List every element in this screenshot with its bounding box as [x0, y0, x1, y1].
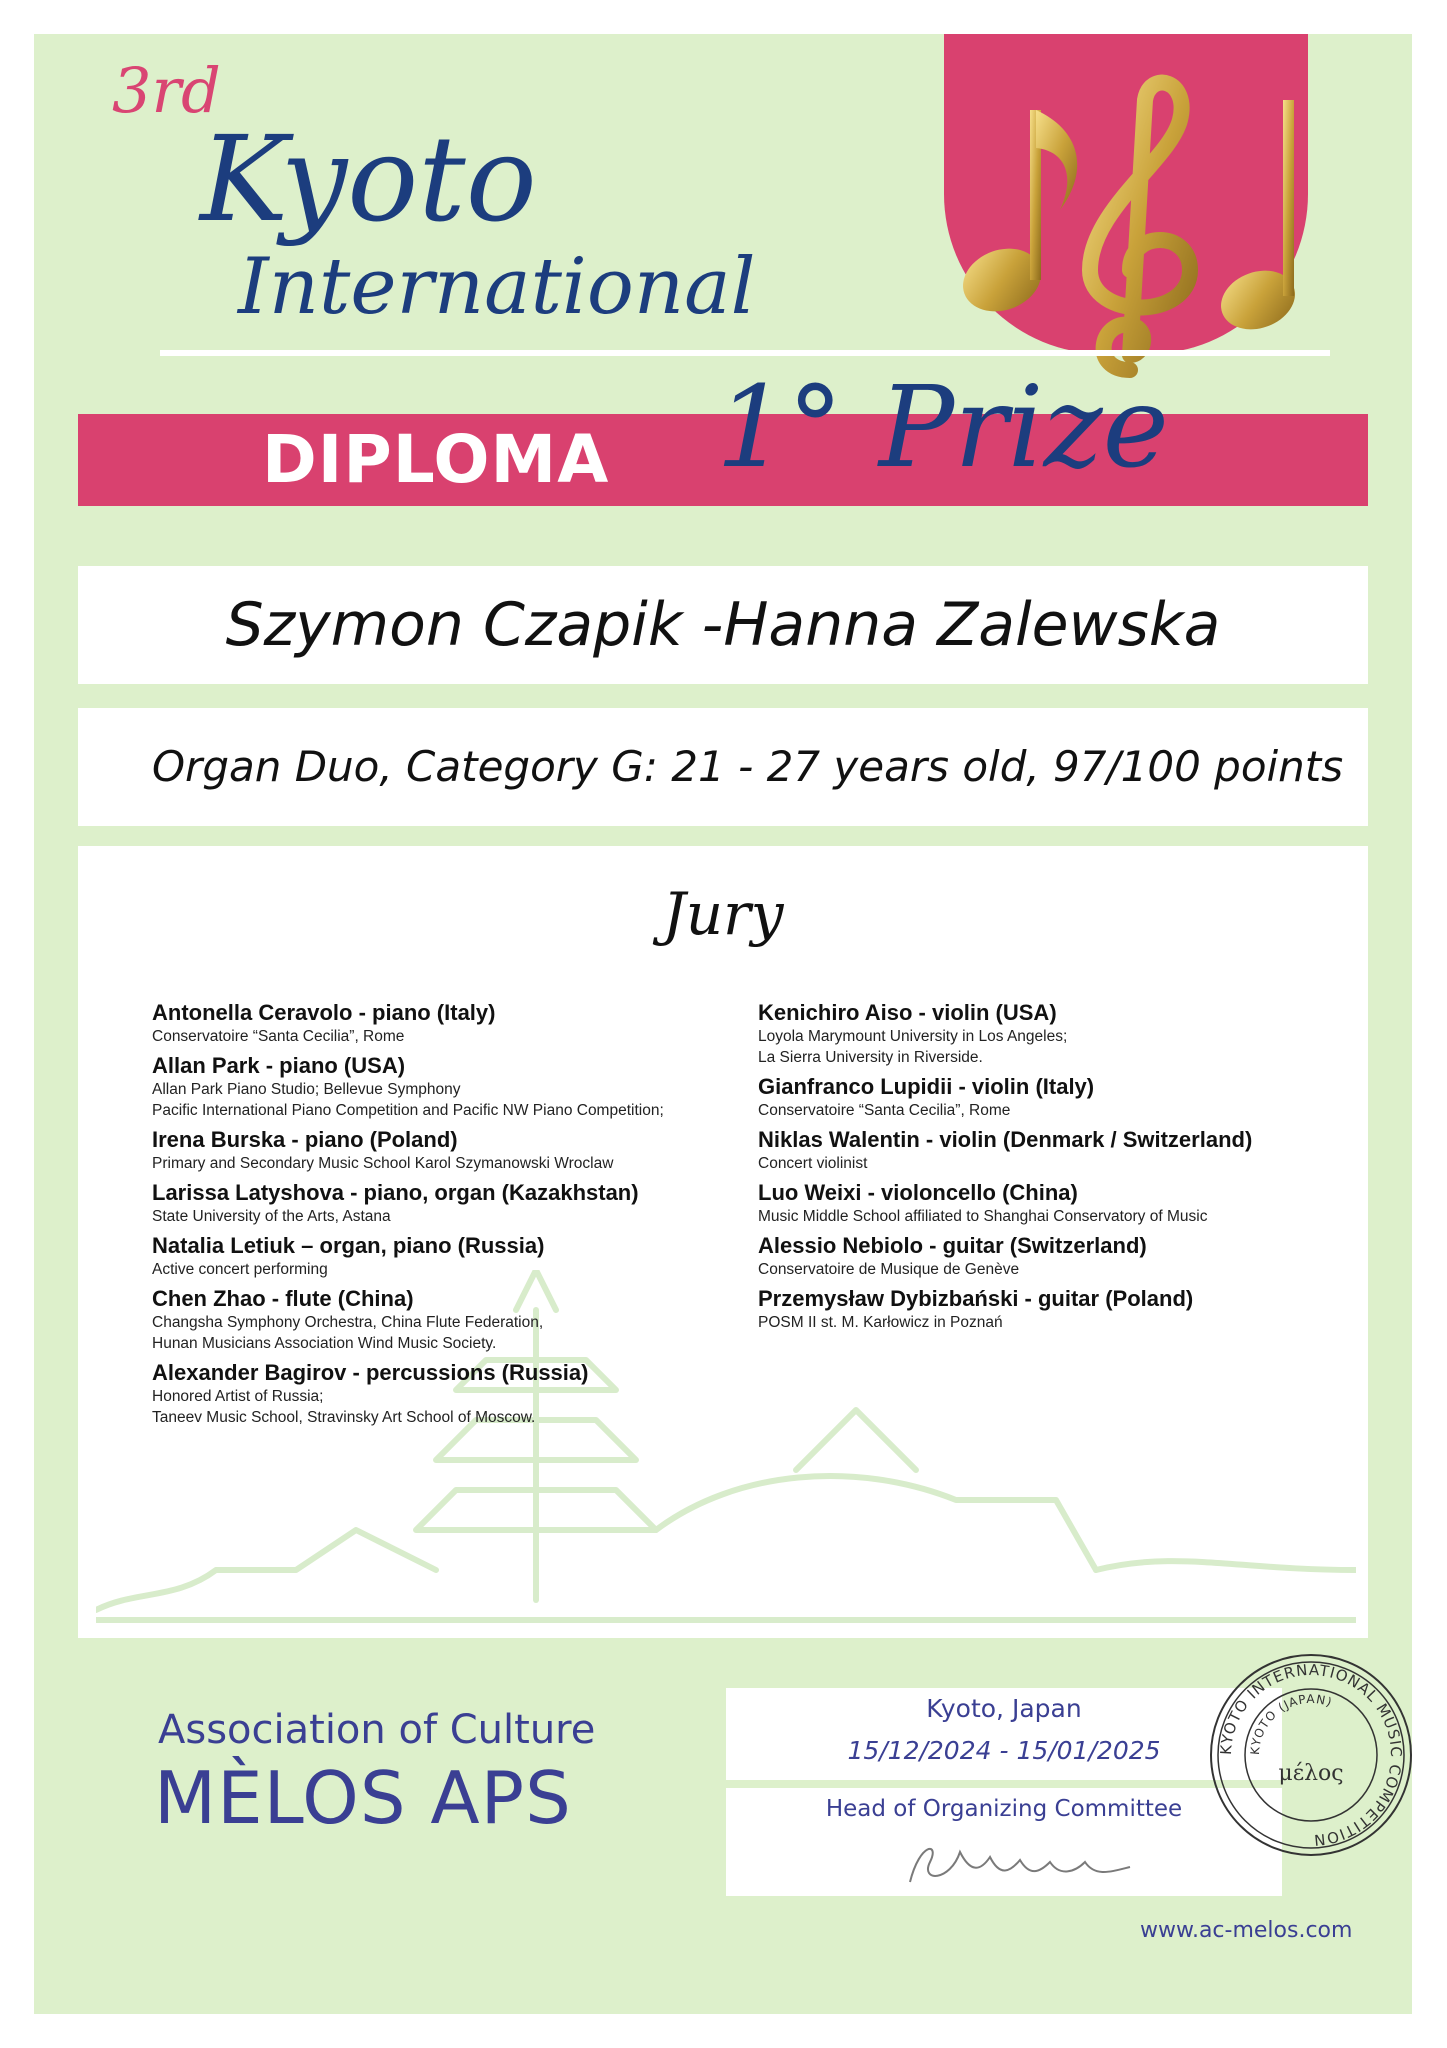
jury-member-name: Antonella Ceravolo - piano (Italy) [152, 1000, 496, 1025]
jury-member [152, 1000, 742, 1047]
jury-member-name: Chen Zhao - flute (China) [152, 1286, 414, 1311]
header-divider [160, 350, 1330, 356]
jury-member [758, 1180, 1348, 1227]
dates-label: 15/12/2024 - 15/01/2025 [847, 1736, 1161, 1765]
jury-member-name: Przemysław Dybizbański - guitar (Poland) [758, 1286, 1194, 1311]
jury-member-affiliation: Changsha Symphony Orchestra, China Flute Federation, [152, 1314, 544, 1331]
prize-label: 1° Prize [716, 363, 1169, 493]
jury-member [758, 1000, 1348, 1068]
jury-member-affiliation: Primary and Secondary Music School Karol Szymanowski Wroclaw [152, 1155, 614, 1172]
title-kyoto: Kyoto [200, 110, 537, 248]
jury-member [758, 1074, 1348, 1121]
jury-member-name: Niklas Walentin - violin (Denmark / Switzerland) [758, 1127, 1253, 1152]
seal-icon [1208, 1652, 1414, 1858]
jury-member-affiliation: Allan Park Piano Studio; Bellevue Symphony [152, 1081, 461, 1098]
association-line1: Association of Culture [158, 1707, 596, 1753]
website-link[interactable]: www.ac-melos.com [1140, 1918, 1353, 1943]
jury-member-name: Alessio Nebiolo - guitar (Switzerland) [758, 1233, 1147, 1258]
jury-member-affiliation: La Sierra University in Riverside. [758, 1049, 983, 1066]
jury-member [152, 1127, 742, 1174]
jury-member-name: Allan Park - piano (USA) [152, 1053, 406, 1078]
association-line2: MÈLOS APS [154, 1756, 572, 1840]
jury-member-affiliation: Pacific International Piano Competition and Pacific NW Piano Competition; [152, 1102, 664, 1119]
jury-member-affiliation: Honored Artist of Russia; [152, 1388, 324, 1405]
jury-heading: Jury [662, 880, 784, 948]
jury-member-name: Alexander Bagirov - percussions (Russia) [152, 1360, 589, 1385]
jury-member-affiliation: Active concert performing [152, 1261, 328, 1278]
jury-member-affiliation: POSM II st. M. Karłowicz in Poznań [758, 1314, 1003, 1331]
svg-text:KYOTO (JAPAN) [1248, 1692, 1335, 1755]
jury-list-right [758, 1000, 1348, 1339]
jury-member [758, 1233, 1348, 1280]
jury-member [152, 1180, 742, 1227]
diploma-label: DIPLOMA [262, 421, 610, 498]
edition-label: 3rd [112, 54, 221, 127]
seal-ring-text: KYOTO INTERNATIONAL MUSIC COMPETITION [1216, 1660, 1406, 1850]
jury-member-name: Luo Weixi - violoncello (China) [758, 1180, 1078, 1205]
jury-member-name: Irena Burska - piano (Poland) [152, 1127, 458, 1152]
music-notes-icon [940, 70, 1320, 390]
jury-member [152, 1053, 742, 1121]
signature [900, 1832, 1140, 1892]
recipient-names: Szymon Czapik -Hanna Zalewska [225, 590, 1221, 660]
city-label: Kyoto, Japan [926, 1694, 1082, 1723]
jury-member-affiliation: Conservatoire de Musique de Genève [758, 1261, 1020, 1278]
jury-member-affiliation: Conservatoire “Santa Cecilia”, Rome [152, 1028, 405, 1045]
jury-member-affiliation: Taneev Music School, Stravinsky Art School of Moscow. [152, 1409, 536, 1426]
seal-center-text: μέλος [1278, 1761, 1344, 1786]
jury-member-affiliation: State University of the Arts, Astana [152, 1208, 391, 1225]
jury-member-affiliation: Music Middle School affiliated to Shanghai Conservatory of Music [758, 1208, 1208, 1225]
head-committee-label: Head of Organizing Committee [825, 1796, 1183, 1822]
jury-member-name: Kenichiro Aiso - violin (USA) [758, 1000, 1057, 1025]
jury-list-left [152, 1000, 742, 1434]
jury-member [152, 1360, 742, 1428]
jury-member-name: Larissa Latyshova - piano, organ (Kazakhstan) [152, 1180, 639, 1205]
jury-member-affiliation: Concert violinist [758, 1155, 868, 1172]
jury-member-affiliation: Loyola Marymount University in Los Angeles; [758, 1028, 1068, 1045]
jury-member-name: Gianfranco Lupidii - violin (Italy) [758, 1074, 1095, 1099]
jury-member-name: Natalia Letiuk – organ, piano (Russia) [152, 1233, 545, 1258]
jury-member-affiliation: Conservatoire “Santa Cecilia”, Rome [758, 1102, 1011, 1119]
jury-member-affiliation: Hunan Musicians Association Wind Music Society. [152, 1335, 497, 1352]
jury-member [758, 1286, 1348, 1333]
seal-inner-text: KYOTO (JAPAN) [1247, 1691, 1335, 1756]
category-text: Organ Duo, Category G: 21 - 27 years old, 97/100 points [152, 742, 1344, 791]
title-international: International [238, 242, 756, 332]
jury-member [152, 1233, 742, 1280]
jury-member [152, 1286, 742, 1354]
jury-member [758, 1127, 1348, 1174]
